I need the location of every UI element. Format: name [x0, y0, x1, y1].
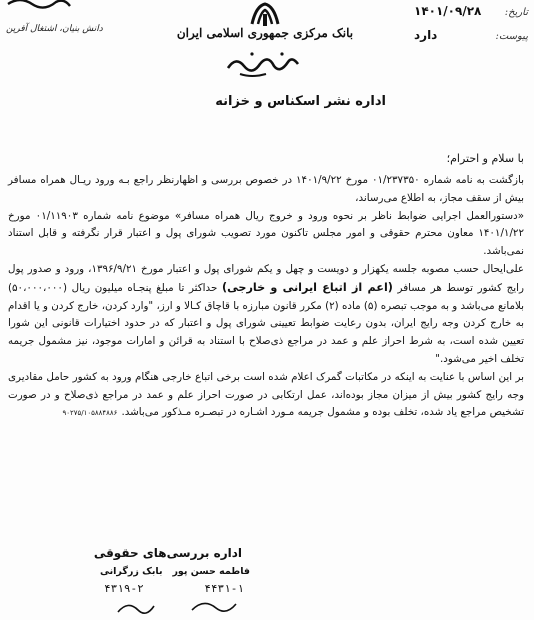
body-paragraph-3-continued: حداکثر تا مبلغ پنجـاه میلیون ریال (۵۰،۰۰۰،۰۰۰) بلامانع می‌باشد و به موجب تبصره (۵) ماده (۲) مکرر قانون مبارزه با قاچاق کـالا و ارز، "وارد کردن، خارج کردن و یا اقدام به خارج کردن وجه رایج ایران، بدون رعایت ضوابط تعیینی شورای پول و اعتبار که در حدود اختیارات قانونی این شورا تعیین شده است، به شرط احراز علم و عمد در مراجع ذی‌صلاح با استناد به قرائن و امارات موجود، نیز مشمول جریمه تخلف اخیر می‌شود."	[8, 281, 524, 365]
slogan-calligraphy-icon	[4, 0, 74, 10]
signature-department: اداره بررسی‌های حقوقی	[93, 546, 242, 560]
body-paragraph-4	[8, 369, 524, 423]
bank-name: بانک مرکزی جمهوری اسلامی ایران	[176, 26, 354, 40]
attachment-label: پیوست:	[495, 31, 528, 42]
body-paragraph-2: «دستورالعمل اجرایی ضوابط ناظر بر نحوه ورود و خروج ریال همراه مسافر» موضوع نامه شماره ۰۱/۱۱۹۰۳ مورخ ۱۴۰۱/۱/۲۲ معاون محترم حقوقی و امور مجلس تاکنون مورد تصویب شورای پول و اعتبار قرار نگرفته و قابل استناد نمی‌باشد.	[8, 209, 524, 258]
greeting: با سلام و احترام؛	[446, 152, 524, 165]
signature-scribble-icon	[112, 594, 242, 620]
date-value: ۱۴۰۱/۰۹/۲۸	[414, 4, 482, 18]
date-label: تاریخ:	[504, 7, 528, 18]
signer-left-code: ۴۳۱۹-۲	[104, 582, 144, 595]
recipient: اداره نشر اسکناس و خزانه	[215, 94, 386, 109]
attachment-row	[408, 28, 528, 52]
slogan: دانش بنیان، اشتغال آفرین	[6, 24, 103, 34]
signer-left-name: بابک زرگرانی	[100, 566, 163, 577]
bank-logo	[170, 2, 360, 80]
body-paragraph-1: بازگشت به نامه شماره ۰۱/۲۳۷۳۵۰ مورخ ۱۴۰۱/۹/۲۲ در خصوص بررسی و اظهارنظر راجع بـه ورود ریـال همراه مسافر بیش از سقف مجاز، به اطلاع می‌رساند،	[8, 174, 524, 204]
emblem-icon	[248, 2, 282, 28]
attachment-value: دارد	[414, 28, 438, 42]
signature-names	[100, 566, 250, 577]
reference-number: ۹۰۲۷۵/۱۰۵۸۸۴۸۸۶	[62, 409, 118, 418]
letter-body	[8, 172, 524, 423]
emphasis-text: (اعم از اتباع ایرانی و خارجی)	[221, 280, 393, 294]
body-paragraph-3	[8, 261, 524, 369]
body-paragraph-3-text: علی‌ایحال حسب مصوبه جلسه یکهزار و دویست و چهل و یکم شورای پول و اعتبار مورخ ۱۳۹۶/۹/۲۱، ورود و صدور پول رایج کشور توسط هر مسافر	[8, 262, 524, 294]
date-row	[408, 4, 528, 28]
letter-metadata	[408, 4, 528, 52]
signer-right-code: ۴۴۳۱-۱	[204, 582, 244, 595]
body-paragraph-4-text: بر این اساس با عنایت به اینکه در مکاتبات گمرک اعلام شده است برخی اتباع خارجی هنگام ورود به کشور حامل مقادیری وجه رایج کشور بیش از میزان مجاز بوده‌اند، عمل ارتکابی در صورت احراز علم و عمد در مراجع ذی‌صلاح و در صورت تشخیص مراجع یاد شده، تخلف بوده و مشمول جریمه مـورد اشـاره در تبصـره مـذکور می‌باشد.	[8, 370, 524, 419]
signer-right-name: فاطمه حسن پور	[172, 566, 250, 577]
logo-calligraphy-icon	[222, 48, 302, 80]
